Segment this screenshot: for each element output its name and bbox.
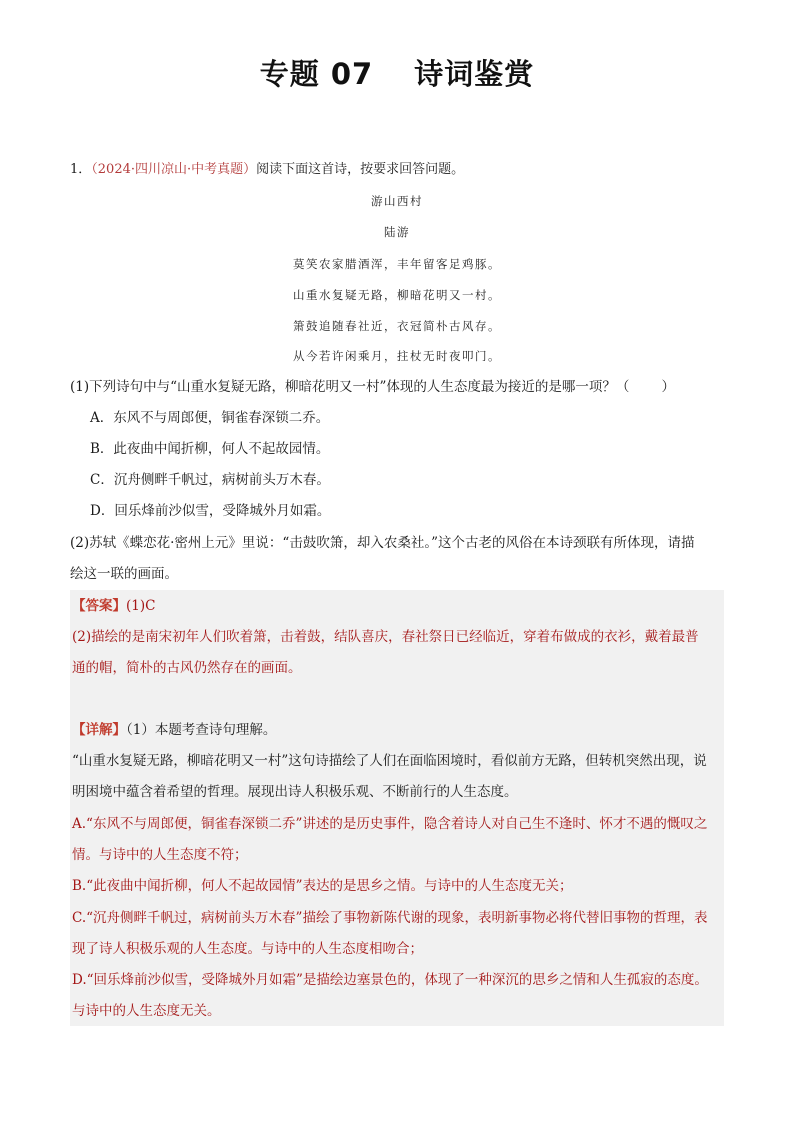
answer-line: 通的帽，简朴的古风仍然存在的画面。 [72,660,302,676]
page-title: 专题 07 诗词鉴赏 [259,57,535,91]
option-d: D．回乐烽前沙似雪，受降城外月如霜。 [90,503,331,519]
sub-question-2-line: (2)苏轼《蝶恋花·密州上元》里说：“击鼓吹箫，却入农桑社。”这个古老的风俗在本诗颈联有所体现，请描 [70,535,695,551]
answer-panel [70,590,724,1026]
answer-line: 【答案】(1)C [72,598,156,614]
detail-line: C.“沉舟侧畔千帆过，病树前头万木春”描绘了事物新陈代谢的现象，表明新事物必将代替旧事物的哲理，表 [72,910,708,926]
question-number: 1． [70,162,92,177]
detail-line: B.“此夜曲中闻折柳，何人不起故园情”表达的是思乡之情。与诗中的人生态度无关； [72,878,573,894]
sub-question-2-line: 绘这一联的画面。 [70,566,178,582]
answer-line: (2)描绘的是南宋初年人们吹着箫，击着鼓，结队喜庆，春社祭日已经临近，穿着布做成的衣衫，戴着最普 [72,629,699,645]
detail-tag: 【详解】 [72,722,126,738]
question-instruction: 阅读下面这首诗，按要求回答问题。 [256,162,465,177]
question-source: （2024·四川凉山·中考真题） [91,162,257,177]
detail-line: D.“回乐烽前沙似雪，受降城外月如霜”是描绘边塞景色的，体现了一种深沉的思乡之情和人生孤寂的态度。 [72,972,708,988]
poem-author: 陆游 [384,225,410,239]
option-b: B．此夜曲中闻折柳，何人不起故园情。 [90,441,330,457]
poem-line: 莫笑农家腊酒浑，丰年留客足鸡豚。 [293,257,501,271]
detail-line: 与诗中的人生态度无关。 [72,1003,221,1019]
detail-line: “山重水复疑无路，柳暗花明又一村”这句诗描绘了人们在面临困境时，看似前方无路，但转机突然出现，说 [72,753,707,769]
detail-line: 【详解】（1）本题考查诗句理解。 [72,722,277,738]
detail-line: 情。与诗中的人生态度不符； [72,847,248,863]
option-a: A．东风不与周郎便，铜雀春深锁二乔。 [90,410,330,426]
poem-line: 山重水复疑无路，柳暗花明又一村。 [293,288,501,302]
option-c: C．沉舟侧畔千帆过，病树前头万木春。 [90,472,330,488]
detail-line: 现了诗人积极乐观的人生态度。与诗中的人生态度相吻合； [72,941,423,957]
sub-question-1-stem: (1)下列诗句中与“山重水复疑无路，柳暗花明又一村”体现的人生态度最为接近的是哪一项？（ ） [70,379,675,395]
poem-line: 从今若许闲乘月，拄杖无时夜叩门。 [293,349,501,363]
poem-line: 箫鼓追随春社近，衣冠简朴古风存。 [293,319,501,333]
answer-tag: 【答案】 [72,598,126,614]
detail-line: A.“东风不与周郎便，铜雀春深锁二乔”讲述的是历史事件，隐含着诗人对自己生不逢时、怀才不遇的慨叹之 [72,816,708,832]
question-intro [70,161,464,179]
detail-line: 明困境中蕴含着希望的哲理。展现出诗人积极乐观、不断前行的人生态度。 [72,784,518,800]
poem-title: 游山西村 [371,194,423,208]
